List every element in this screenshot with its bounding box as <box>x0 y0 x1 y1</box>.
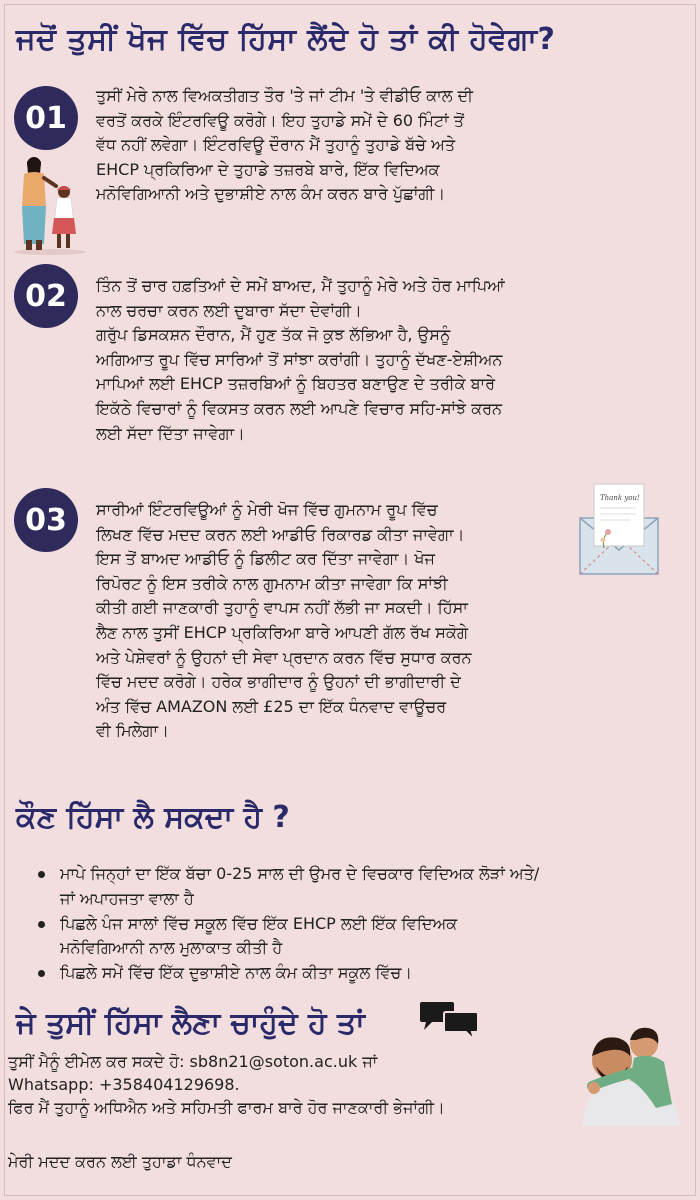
contact-line: Whatsapp: +358404129698. <box>8 1075 240 1094</box>
text-line: ਵਿੱਚ ਮਦਦ ਕਰੋਗੇ। ਹਰੇਕ ਭਾਗੀਦਾਰ ਨੂੰ ਉਹਨਾਂ ਦੀ ਭਾਗੀਦਾਰੀ ਦੇ <box>96 672 461 692</box>
text-line: ਤੁਸੀਂ ਮੇਰੇ ਨਾਲ ਵਿਅਕਤੀਗਤ ਤੌਰ 'ਤੇ ਜਾਂ ਟੀਮ 'ਤੇ ਵੀਡੀਓ ਕਾਲ ਦੀ <box>96 86 473 105</box>
eligibility-list <box>36 862 666 986</box>
chat-bubbles-icon <box>418 1000 480 1042</box>
step-number: 02 <box>25 278 67 314</box>
step-01-text <box>96 84 686 207</box>
text-line: ਵਰਤੋਂ ਕਰਕੇ ਇੰਟਰਵਿਊ ਕਰੋਗੇ। ਇਹ ਤੁਹਾਡੇ ਸਮੇਂ ਦੇ 60 ਮਿੰਟਾਂ ਤੋਂ <box>96 110 464 130</box>
text-line: EHCP ਪ੍ਰਕਿਰਿਆ ਦੇ ਤੁਹਾਡੇ ਤਜ਼ਰਬੇ ਬਾਰੇ, ਇੱਕ ਵਿਦਿਅਕ <box>96 159 440 179</box>
thank-you-text: ਮੇਰੀ ਮਦਦ ਕਰਨ ਲਈ ਤੁਹਾਡਾ ਧੰਨਵਾਦ <box>8 1152 232 1171</box>
text-line: ਮਾਪੇ ਜਿਨ੍ਹਾਂ ਦਾ ਇੱਕ ਬੱਚਾ 0-25 ਸਾਲ ਦੀ ਉਮਰ ਦੇ ਵਿਚਕਾਰ ਵਿਦਿਅਕ ਲੋੜਾਂ ਅਤੇ/ <box>60 864 540 883</box>
step-03-text <box>96 498 576 744</box>
text-line: ਸਾਰੀਆਂ ਇੰਟਰਵਿਊਆਂ ਨੂੰ ਮੇਰੀ ਖੋਜ ਵਿੱਚ ਗੁਮਨਾਮ ਰੂਪ ਵਿੱਚ <box>96 500 438 519</box>
text-line: ਲਿਖਣ ਵਿੱਚ ਮਦਦ ਕਰਨ ਲਈ ਆਡੀਓ ਰਿਕਾਰਡ ਕੀਤਾ ਜਾਵੇਗਾ। <box>96 524 465 544</box>
text-line: ਅੰਤ ਵਿੱਚ AMAZON ਲਈ £25 ਦਾ ਇੱਕ ਧੰਨਵਾਦ ਵਾਊਚਰ <box>96 696 447 716</box>
text-line: ਗਰੁੱਪ ਡਿਸਕਸ਼ਨ ਦੌਰਾਨ, ਮੈਂ ਹੁਣ ਤੱਕ ਜੋ ਕੁਝ ਲੱਭਿਆ ਹੈ, ਉਸਨੂੰ <box>96 325 451 345</box>
text-line: ਮਨੋਵਿਗਿਆਨੀ ਨਾਲ ਮੁਲਾਕਾਤ ਕੀਤੀ ਹੈ <box>60 938 283 958</box>
eligibility-title: ਕੌਣ ਹਿੱਸਾ ਲੈ ਸਕਦਾ ਹੈ ? <box>16 800 290 835</box>
text-line: ਲਈ ਸੱਦਾ ਦਿੱਤਾ ਜਾਵੇਗਾ। <box>96 423 245 443</box>
step-number: 01 <box>25 100 67 136</box>
contact-info <box>8 1050 568 1119</box>
text-line: ਪਿਛਲੇ ਪੰਜ ਸਾਲਾਂ ਵਿੱਚ ਸਕੂਲ ਵਿੱਚ ਇੱਕ EHCP ਲਈ ਇੱਕ ਵਿਦਿਅਕ <box>60 913 458 933</box>
text-line: ਰਿਪੋਰਟ ਨੂੰ ਇਸ ਤਰੀਕੇ ਨਾਲ ਗੁਮਨਾਮ ਕੀਤਾ ਜਾਵੇਗਾ ਕਿ ਸਾਂਝੀ <box>96 573 448 593</box>
text-line: ਵੱਧ ਨਹੀਂ ਲਵੇਗਾ। ਇੰਟਰਵਿਊ ਦੌਰਾਨ ਮੈਂ ਤੁਹਾਨੂੰ ਤੁਹਾਡੇ ਬੱਚੇ ਅਤੇ <box>96 135 456 155</box>
mother-child-illustration <box>10 152 90 256</box>
text-line: ਨਾਲ ਚਰਚਾ ਕਰਨ ਲਈ ਦੁਬਾਰਾ ਸੱਦਾ ਦੇਵਾਂਗੀ। <box>96 300 362 320</box>
step-02-text <box>96 274 686 446</box>
text-line: ਕੀਤੀ ਗਈ ਜਾਣਕਾਰੀ ਤੁਹਾਨੂੰ ਵਾਪਸ ਨਹੀਂ ਲੱਭੀ ਜਾ ਸਕਦੀ। ਹਿੱਸਾ <box>96 598 468 618</box>
list-item <box>36 912 666 962</box>
text-line: ਪਿਛਲੇ ਸਮੇਂ ਵਿੱਚ ਇੱਕ ਦੁਭਾਸ਼ੀਏ ਨਾਲ ਕੰਮ ਕੀਤਾ ਸਕੂਲ ਵਿੱਚ। <box>60 963 413 983</box>
text-line: ਇਕੱਠੇ ਵਿਚਾਰਾਂ ਨੂੰ ਵਿਕਸਤ ਕਰਨ ਲਈ ਆਪਣੇ ਵਿਚਾਰ ਸਹਿ-ਸਾਂਝੇ ਕਰਨ <box>96 398 503 418</box>
father-child-hug-illustration <box>572 1016 696 1126</box>
step-number: 03 <box>25 502 67 538</box>
step-01-circle <box>14 86 78 150</box>
text-line: ਅਤੇ ਪੇਸ਼ੇਵਰਾਂ ਨੂੰ ਉਹਨਾਂ ਦੀ ਸੇਵਾ ਪ੍ਰਦਾਨ ਕਰਨ ਵਿੱਚ ਸੁਧਾਰ ਕਰਨ <box>96 647 472 667</box>
contact-line: ਫਿਰ ਮੈਂ ਤੁਹਾਨੂੰ ਅਧਿਐਨ ਅਤੇ ਸਹਿਮਤੀ ਫਾਰਮ ਬਾਰੇ ਹੋਰ ਜਾਣਕਾਰੀ ਭੇਜਾਂਗੀ। <box>8 1098 445 1117</box>
contact-line: ਤੁਸੀਂ ਮੈਨੂੰ ਈਮੇਲ ਕਰ ਸਕਦੇ ਹੋ: sb8n21@soton.ac.uk ਜਾਂ <box>8 1052 378 1071</box>
card-text: Thank you! <box>600 494 640 502</box>
step-03-circle <box>14 488 78 552</box>
text-line: ਜਾਂ ਅਪਾਹਜਤਾ ਵਾਲਾ ਹੈ <box>60 888 194 908</box>
list-item <box>36 961 666 986</box>
envelope-letter-illustration <box>574 478 664 578</box>
text-line: ਤਿੰਨ ਤੋਂ ਚਾਰ ਹਫ਼ਤਿਆਂ ਦੇ ਸਮੇਂ ਬਾਅਦ, ਮੈਂ ਤੁਹਾਨੂੰ ਮੇਰੇ ਅਤੇ ਹੋਰ ਮਾਪਿਆਂ <box>96 276 505 295</box>
step-02-circle <box>14 264 78 328</box>
join-title: ਜੇ ਤੁਸੀਂ ਹਿੱਸਾ ਲੈਣਾ ਚਾਹੁੰਦੇ ਹੋ ਤਾਂ <box>16 1006 365 1041</box>
text-line: ਮਾਪਿਆਂ ਲਈ EHCP ਤਜ਼ਰਬਿਆਂ ਨੂੰ ਬਿਹਤਰ ਬਣਾਉਣ ਦੇ ਤਰੀਕੇ ਬਾਰੇ <box>96 374 496 394</box>
text-line: ਵੀ ਮਿਲੇਗਾ। <box>96 721 169 741</box>
text-line: ਮਨੋਵਿਗਿਆਨੀ ਅਤੇ ਦੁਭਾਸ਼ੀਏ ਨਾਲ ਕੰਮ ਕਰਨ ਬਾਰੇ ਪੁੱਛਾਂਗੀ। <box>96 184 446 204</box>
text-line: ਲੈਣ ਨਾਲ ਤੁਸੀਂ EHCP ਪ੍ਰਕਿਰਿਆ ਬਾਰੇ ਆਪਣੀ ਗੱਲ ਰੱਖ ਸਕੋਗੇ <box>96 622 469 642</box>
main-title: ਜਦੋਂ ਤੁਸੀਂ ਖੋਜ ਵਿੱਚ ਹਿੱਸਾ ਲੈਂਦੇ ਹੋ ਤਾਂ ਕੀ ਹੋਵੇਗਾ? <box>16 22 556 57</box>
list-item <box>36 862 666 912</box>
text-line: ਇਸ ਤੋਂ ਬਾਅਦ ਆਡੀਓ ਨੂੰ ਡਿਲੀਟ ਕਰ ਦਿੱਤਾ ਜਾਵੇਗਾ। ਖੋਜ <box>96 549 435 569</box>
text-line: ਅਗਿਆਤ ਰੂਪ ਵਿੱਚ ਸਾਰਿਆਂ ਤੋਂ ਸਾਂਝਾ ਕਰਾਂਗੀ। ਤੁਹਾਨੂੰ ਦੱਖਣ-ਏਸ਼ੀਅਨ <box>96 349 503 369</box>
